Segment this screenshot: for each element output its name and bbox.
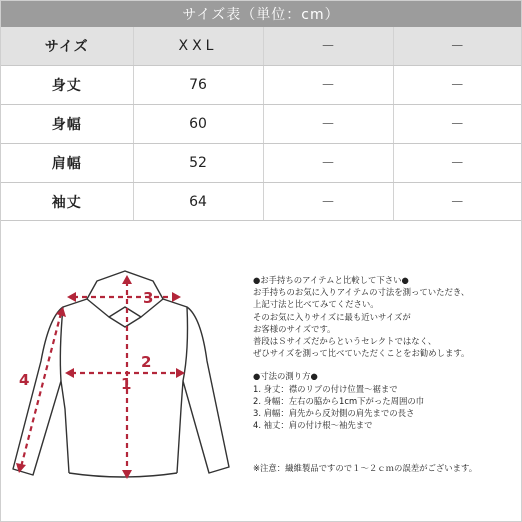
method-item: 1. 身丈：襟のリブの付け位置～裾まで (253, 383, 398, 394)
header-cell-dash-1: － (263, 27, 393, 66)
measurement-labels (19, 289, 153, 393)
table-row (1, 105, 521, 144)
table-row (1, 182, 521, 221)
armhole-right (183, 307, 188, 381)
table-row (1, 66, 521, 105)
method-item: 4. 袖丈：肩の付け根～袖先まで (253, 420, 373, 431)
table-row (1, 143, 521, 182)
size-notes (253, 274, 521, 473)
table-cell: － (393, 182, 521, 221)
table-cell: 52 (133, 143, 263, 182)
table-cell: － (263, 66, 393, 105)
notes-paragraph-line: 普段はＳサイズだからというセレクトではなく、 (253, 336, 437, 347)
garment-measurement-diagram (1, 261, 241, 521)
width-arrowhead-left (65, 368, 74, 378)
label-2: 2 (141, 353, 152, 371)
notes-paragraph-line: お手持ちのお気に入りアイテムの寸法を測っていただき、 (253, 287, 470, 298)
label-1: 1 (121, 375, 132, 393)
body-right-outline (163, 299, 229, 473)
shoulder-arrowhead-left (67, 292, 76, 302)
label-4: 4 (19, 371, 30, 389)
method-item: 2. 身幅：左右の脇から1cm下がった周囲の巾 (253, 395, 425, 406)
notes-paragraph-line: 上記寸法と比べてみてください。 (253, 299, 379, 310)
row-label: 袖丈 (1, 182, 133, 221)
size-table (1, 27, 521, 221)
row-label: 身丈 (1, 66, 133, 105)
row-label: 肩幅 (1, 143, 133, 182)
table-cell: 64 (133, 182, 263, 221)
notes-heading-compare: ●お手持ちのアイテムと比較して下さい● (253, 275, 409, 285)
hem-outline (69, 473, 177, 477)
table-cell: － (263, 143, 393, 182)
notes-heading-method: ●寸法の測り方● (253, 371, 318, 382)
row-label: 身幅 (1, 105, 133, 144)
label-3: 3 (143, 289, 154, 307)
table-cell: － (393, 66, 521, 105)
header-cell-dash-2: － (393, 27, 521, 66)
notes-paragraph-line: ぜひサイズを測って比べていただくことをお勧めします。 (253, 348, 470, 359)
table-cell: － (393, 105, 521, 144)
length-arrowhead-top (122, 275, 132, 284)
table-cell: 76 (133, 66, 263, 105)
sleeve-arrow (21, 313, 61, 467)
caution-note: ※注意：繊維製品ですので１～２ｃｍの誤差がございます。 (253, 463, 478, 473)
notes-paragraph-line: お客様のサイズです。 (253, 323, 336, 334)
notes-paragraph-line: そのお気に入りサイズに最も近いサイズが (253, 311, 411, 322)
method-item: 3. 肩幅：肩先から反対側の肩先までの長さ (253, 408, 415, 419)
neckline (109, 317, 141, 327)
size-table-title: サイズ表（単位：cm） (1, 1, 521, 27)
header-cell-size: サイズ (1, 27, 133, 66)
armhole-left (60, 307, 63, 381)
table-cell: － (263, 105, 393, 144)
shoulder-arrowhead-right (172, 292, 181, 302)
table-cell: 60 (133, 105, 263, 144)
table-cell: － (263, 182, 393, 221)
header-cell-xxl: XXL (133, 27, 263, 66)
table-header-row (1, 27, 521, 66)
table-cell: － (393, 143, 521, 182)
